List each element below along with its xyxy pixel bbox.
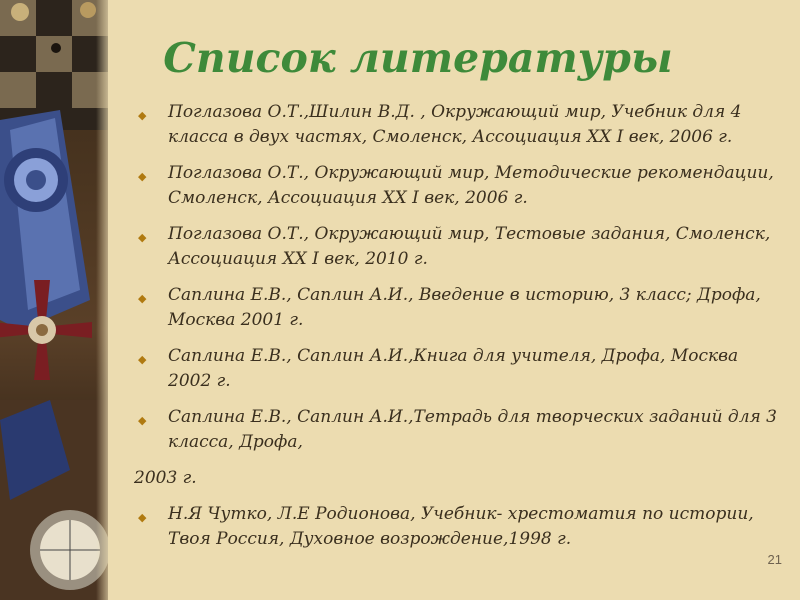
page-number: 21 <box>767 552 782 567</box>
diamond-bullet-icon: ◆ <box>138 414 147 427</box>
reference-text: Поглазова О.Т., Окружающий мир, Тестовые задания, Смоленск, Ассоциация XX I век, 2010 г. <box>168 224 771 269</box>
reference-text: Поглазова О.Т., Окружающий мир, Методические рекомендации, Смоленск, Ассоциация XX I век, 2006 г. <box>168 163 774 208</box>
reference-text: Поглазова О.Т.,Шилин В.Д. , Окружающий мир, Учебник для 4 класса в двух частях, Смоленск, Ассоциация XX I век, 2006 г. <box>168 102 742 147</box>
slide-title: Список литературы <box>163 34 673 82</box>
reference-item <box>138 405 786 455</box>
decorative-medal-image <box>0 0 108 600</box>
reference-item <box>138 283 786 333</box>
reference-item <box>134 466 786 491</box>
reference-item <box>138 100 786 150</box>
reference-item <box>138 344 786 394</box>
reference-text: 2003 г. <box>134 468 197 488</box>
reference-item <box>138 222 786 272</box>
reference-list <box>134 100 786 563</box>
diamond-bullet-icon: ◆ <box>138 231 147 244</box>
reference-text: Н.Я Чутко, Л.Е Родионова, Учебник- хрестоматия по истории, Твоя Россия, Духовное возрождение,1998 г. <box>168 504 754 549</box>
reference-item <box>138 161 786 211</box>
reference-text: Саплина Е.В., Саплин А.И.,Книга для учителя, Дрофа, Москва 2002 г. <box>168 346 739 391</box>
diamond-bullet-icon: ◆ <box>138 170 147 183</box>
reference-item <box>138 502 786 552</box>
reference-text: Саплина Е.В., Саплин А.И.,Тетрадь для творческих заданий для 3 класса, Дрофа, <box>168 407 777 452</box>
reference-text: Саплина Е.В., Саплин А.И., Введение в историю, 3 класс; Дрофа, Москва 2001 г. <box>168 285 761 330</box>
diamond-bullet-icon: ◆ <box>138 511 147 524</box>
diamond-bullet-icon: ◆ <box>138 109 147 122</box>
diamond-bullet-icon: ◆ <box>138 292 147 305</box>
diamond-bullet-icon: ◆ <box>138 353 147 366</box>
